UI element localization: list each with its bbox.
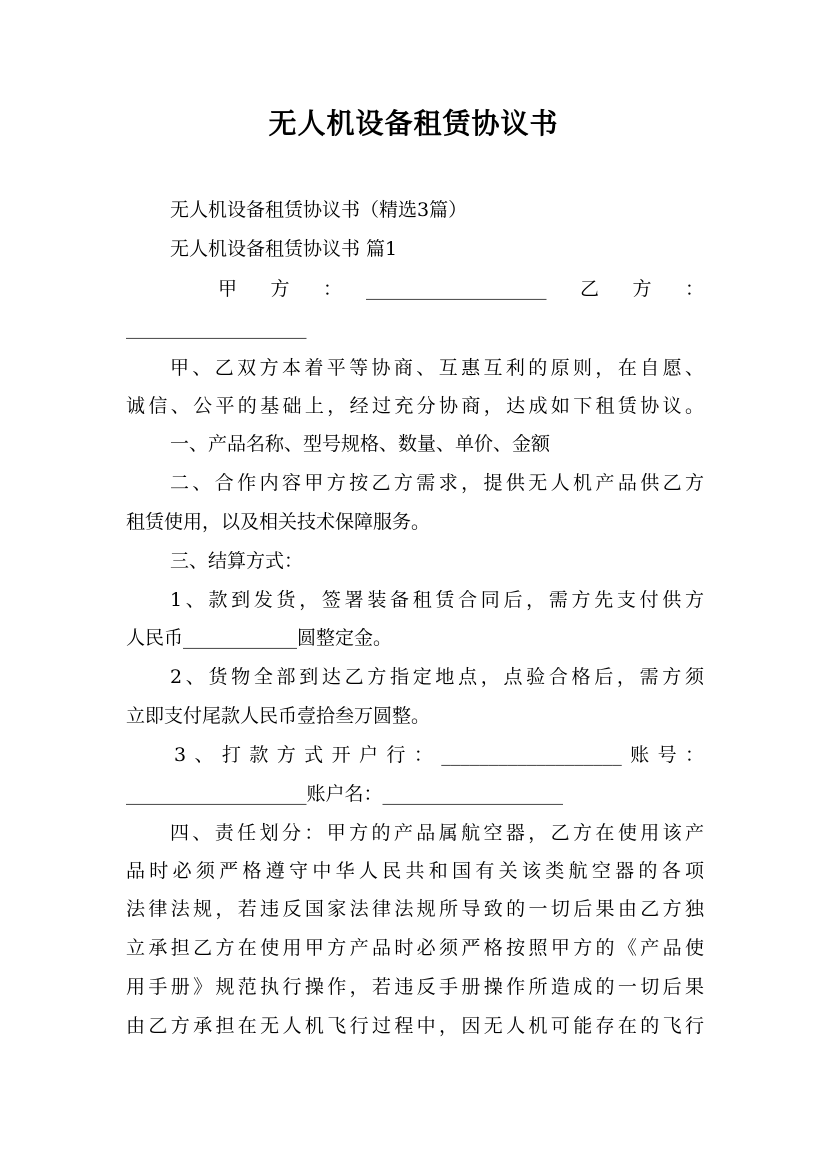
document-title: 无人机设备租赁协议书 bbox=[268, 107, 559, 140]
paragraph-line: ___________________账户名：___________________ bbox=[126, 783, 564, 805]
paragraph-line: 立承担乙方在使用甲方产品时必须严格按照甲方的《产品使 bbox=[126, 937, 704, 959]
party-line: 甲 方 ： ___________________ 乙 方 ： bbox=[218, 278, 704, 300]
subtitle-line: 无人机设备租赁协议书（精选3篇） bbox=[170, 199, 468, 221]
paragraph-line: 二、合作内容甲方按乙方需求，提供无人机产品供乙方 bbox=[170, 472, 704, 494]
paragraph-line: 四、责任划分：甲方的产品属航空器，乙方在使用该产 bbox=[170, 822, 704, 844]
paragraph-line: 一、产品名称、型号规格、数量、单价、金额 bbox=[170, 433, 551, 455]
paragraph-line: 1、款到发货，签署装备租赁合同后，需方先支付供方 bbox=[170, 589, 704, 611]
paragraph-line: 用手册》规范执行操作，若违反手册操作所造成的一切后果 bbox=[126, 976, 704, 998]
paragraph-line: 甲、乙双方本着平等协商、互惠互利的原则，在自愿、 bbox=[170, 357, 704, 379]
party-line-blank: ___________________ bbox=[126, 317, 307, 339]
paragraph-line: 2、货物全部到达乙方指定地点，点验合格后，需方须 bbox=[170, 666, 704, 688]
paragraph-line: 3、打款方式开户行：___________________账号： bbox=[174, 744, 704, 766]
paragraph-line: 诚信、公平的基础上，经过充分协商，达成如下租赁协议。 bbox=[126, 395, 704, 417]
paragraph-line: 品时必须严格遵守中华人民共和国有关该类航空器的各项 bbox=[126, 860, 704, 882]
paragraph-line: 租赁使用，以及相关技术保障服务。 bbox=[126, 511, 431, 533]
paragraph-line: 法律法规，若违反国家法律法规所导致的一切后果由乙方独 bbox=[126, 898, 704, 920]
paragraph-line: 人民币____________圆整定金。 bbox=[126, 627, 393, 649]
paragraph-line: 由乙方承担在无人机飞行过程中，因无人机可能存在的飞行 bbox=[126, 1015, 704, 1037]
paragraph-line: 立即支付尾款人民币壹拾叁万圆整。 bbox=[126, 705, 431, 727]
paragraph-line: 三、结算方式： bbox=[170, 550, 304, 572]
section-heading: 无人机设备租赁协议书 篇1 bbox=[170, 238, 398, 260]
